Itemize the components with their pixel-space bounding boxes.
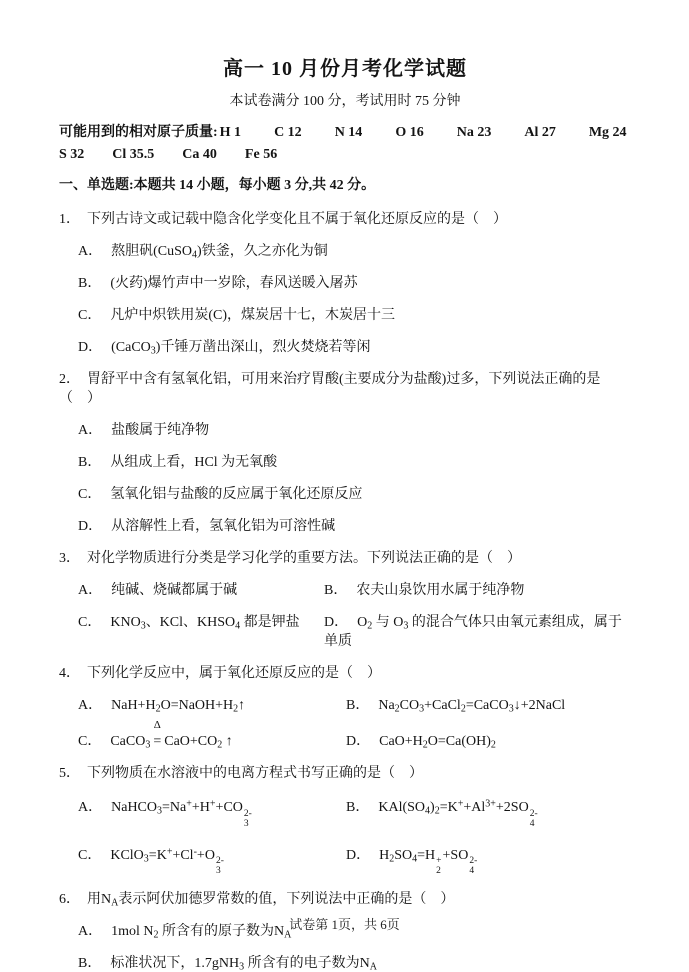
option-text: KClO$_3$=K++Cl-+O 2- 3 [110,846,224,877]
page-footer: 试卷第 1页，共 6页 [289,917,400,932]
option-text: 从溶解性上看，氢氧化铝为可溶性碱 [111,519,336,534]
option-b [59,954,631,972]
option-label: C． [78,734,102,749]
question-stem [59,370,631,408]
option-c [78,613,324,651]
option-d [59,338,631,357]
option-text: 盐酸属于纯净物 [111,423,210,438]
option-b [346,798,631,830]
option-c [78,846,346,878]
atomic-mass-item: Al 27 [524,125,556,140]
question-number: 3． [59,551,80,566]
question-2 [59,370,631,536]
question-1 [59,210,631,357]
option-label: A． [78,800,103,815]
question-5 [59,764,631,877]
option-d [59,517,631,536]
question-stem [59,549,631,568]
question-3 [59,549,631,651]
atomic-mass-line-1 [59,122,631,144]
option-label: B． [346,800,370,815]
exam-title: 高一 10 月份月考化学试题 [223,58,467,80]
option-label: B． [78,455,102,470]
question-stem [59,764,631,783]
option-row [59,696,631,715]
section-header: 一、单选题:本题共 14 小题，每小题 3 分,共 42 分。 [59,178,376,193]
option-label: A． [78,583,103,598]
question-stem-text: 对化学物质进行分类是学习化学的重要方法。下列说法正确的是（ ） [87,551,521,566]
option-label: D． [346,734,371,749]
option-d [324,613,631,651]
option-text: 农夫山泉饮用水属于纯净物 [356,583,525,598]
option-c [59,306,631,325]
option-text: 熬胆矾(CuSO$_4$)铁釜，久之亦化为铜 [111,244,328,261]
question-number: 2． [59,372,80,387]
atomic-mass-item: C 12 [274,125,302,140]
option-b [324,581,631,600]
option-label: D． [324,615,349,630]
option-label: A． [78,244,103,259]
option-label: C． [78,487,102,502]
question-stem [59,664,631,683]
option-row [59,798,631,830]
option-text: NaHCO$_3$=Na++H++CO 2- 3 [111,798,252,829]
option-row [59,846,631,878]
option-text: 从组成上看，HCl 为无氧酸 [110,455,278,470]
option-text: $CaO+H_2O=Ca(OH)_2$ [379,734,496,751]
atomic-mass-item: Mg 24 [588,125,627,140]
option-b [346,696,631,715]
option-text: 标准状况下，1.7gNH$_3$ 所含有的电子数为$N_A$ [110,956,377,972]
option-a [78,581,324,600]
option-label: B． [78,956,102,972]
option-d [346,732,631,751]
question-stem-text: 胃舒平中含有氢氧化铝，可用来治疗胃酸(主要成分为盐酸)过多，下列说法正确的是（ ） [59,372,601,406]
question-stem [59,210,631,229]
option-text: $O_2$ 与 $O_3$ 的混合气体只由氧元素组成，属于单质 [324,615,622,649]
option-a [78,798,346,830]
option-text: (CaCO$_3$)千锤万凿出深山，烈火焚烧若等闲 [111,340,371,357]
option-text: $KNO_3$、KCl、$KHSO_4$ 都是钾盐 [110,615,300,632]
option-label: D． [346,847,371,863]
option-b [59,453,631,472]
option-text: 1mol $N_2$ 所含有的原子数为$N_A$ [111,924,292,941]
atomic-mass-item: O 16 [395,125,424,140]
option-text: 纯碱、烧碱都属于碱 [111,583,238,598]
option-a [59,421,631,440]
option-row [59,719,631,751]
option-label: D． [78,340,103,355]
question-number: 5． [59,766,80,781]
question-stem-text: 下列古诗文或记载中隐含化学变化且不属于氧化还原反应的是（ ） [87,212,507,227]
option-label: A． [78,698,103,713]
question-number: 4． [59,666,80,681]
question-4 [59,664,631,751]
atomic-mass-line-2 [59,144,631,166]
option-label: C． [78,615,102,630]
atomic-mass-item: Fe 56 [244,147,278,162]
option-text: CaCO$_3$ Δ = $CaO+CO_2$ ↑ [110,719,233,751]
option-a [59,242,631,261]
question-number: 6． [59,892,80,908]
atomic-mass-item: N 14 [334,125,363,140]
question-stem-text: 下列化学反应中，属于氧化还原反应的是（ ） [87,666,381,681]
option-label: B． [324,583,348,598]
option-text: 氢氧化铝与盐酸的反应属于氧化还原反应 [110,487,363,502]
option-label: D． [78,519,103,534]
atomic-mass-item: Cl 35.5 [112,147,155,162]
option-c [78,719,346,751]
exam-subtitle: 本试卷满分 100 分，考试用时 75 分钟 [229,94,461,109]
option-label: B． [78,276,102,291]
option-text: $Na_2CO_3+CaCl_2=CaCO_3↓+2NaCl$ [378,698,566,715]
question-stem-text: 用$N_A$表示阿伏加德罗常数的值，下列说法中正确的是（ ） [87,892,455,909]
question-number: 1． [59,212,80,227]
option-row [59,613,631,651]
option-d [346,846,631,878]
atomic-mass-label: 可能用到的相对原子质量: [59,125,218,140]
option-label: C． [78,308,102,323]
option-c [59,485,631,504]
atomic-mass-item: Na 23 [456,125,492,140]
option-label: B． [346,698,370,713]
option-label: A． [78,924,103,940]
option-text: $H_2SO_4=H$ + 2 +SO 2- 4 [379,847,478,877]
option-text: (火药)爆竹声中一岁除，春风送暖入屠苏 [110,276,358,291]
atomic-mass-item: S 32 [59,147,85,162]
option-text: $KAl(SO_4)_2=K^++Al^{3+}+2SO$ 2- 4 [378,798,538,829]
option-text: 凡炉中炽铁用炭(C)，煤炭居十七，木炭居十三 [110,308,396,323]
question-stem [59,890,631,909]
question-stem-text: 下列物质在水溶液中的电离方程式书写正确的是（ ） [87,766,423,781]
atomic-mass-item: H 1 [219,125,242,140]
option-row [59,581,631,600]
option-a [78,696,346,715]
option-b [59,274,631,293]
option-text: $NaH+H_2O=NaOH+H_2↑$ [111,698,246,715]
atomic-mass-item: Ca 40 [182,147,217,162]
option-label: C． [78,847,102,863]
option-label: A． [78,423,103,438]
